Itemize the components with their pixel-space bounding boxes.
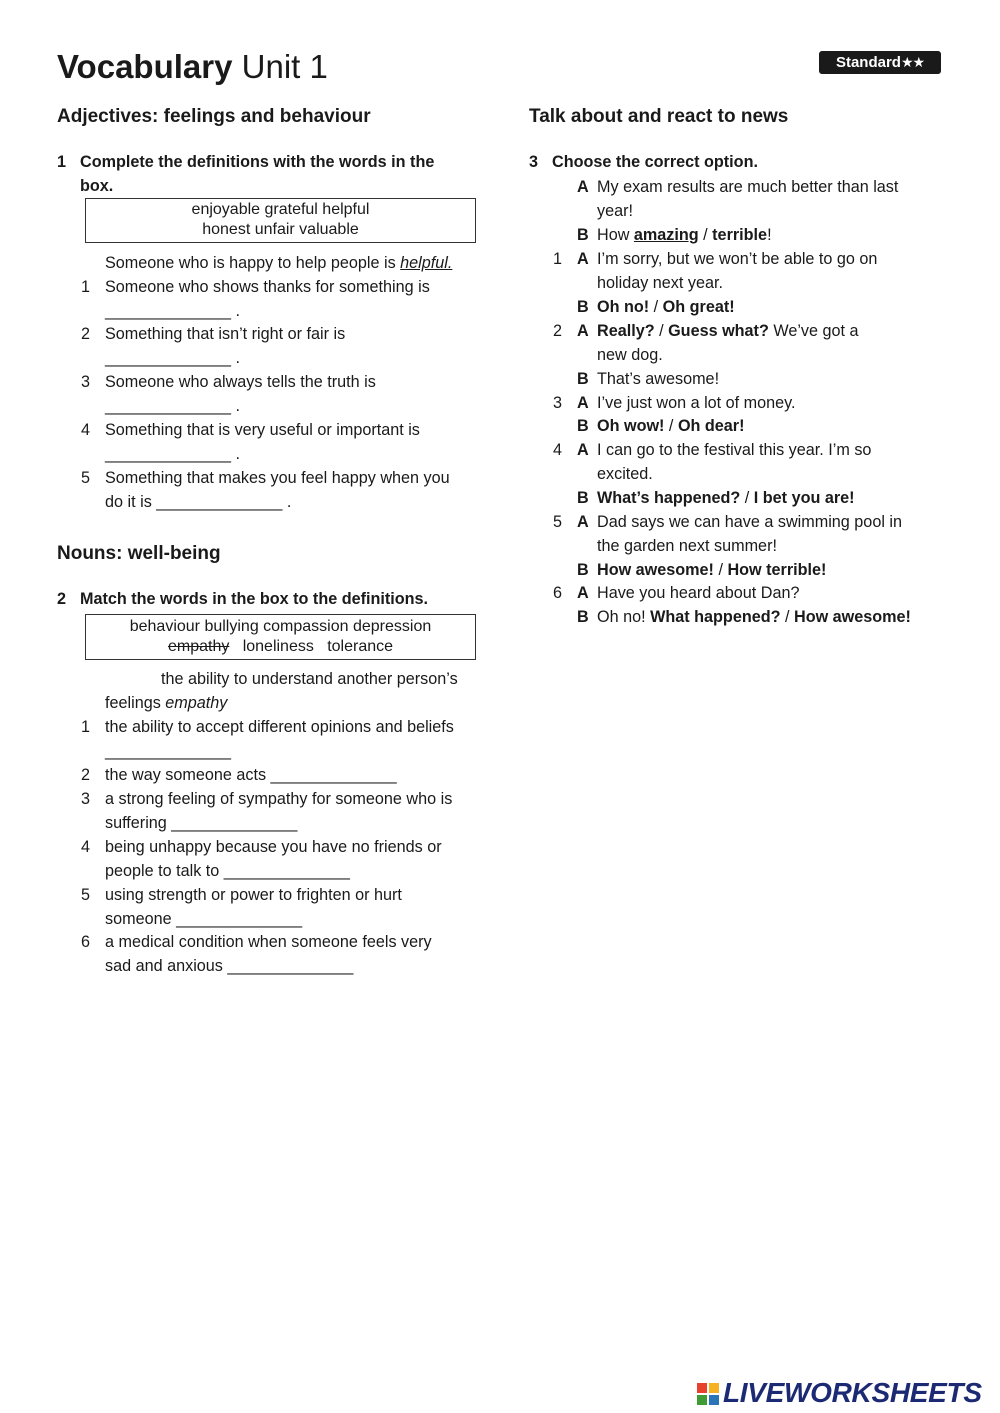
item-number: 1 (81, 718, 91, 736)
dialogue-text: We’ve got a (768, 322, 859, 340)
item-text: a medical condition when someone feels very (105, 933, 432, 951)
dialogue-options (597, 605, 911, 629)
badge-label: Standard (835, 54, 901, 71)
liveworksheets-logo-icon (696, 1382, 722, 1406)
dialogue-options (597, 558, 826, 582)
item-number: 3 (81, 373, 91, 391)
option-separator: / (780, 608, 794, 626)
option-2[interactable]: terrible (712, 226, 768, 244)
dialogue-text: My exam results are much better than last (597, 178, 899, 196)
question-number: 6 (553, 584, 563, 602)
option-2[interactable]: Guess what? (668, 322, 769, 340)
speaker-a-label: A (577, 178, 589, 196)
speaker-a-label: A (577, 394, 589, 412)
answer-blank[interactable]: someone ______________ (105, 910, 303, 928)
star-icon: ★★ (900, 54, 925, 70)
item-text: a strong feeling of sympathy for someone who is (105, 790, 453, 808)
section-heading-news: Talk about and react to news (529, 106, 789, 127)
speaker-b-label: B (577, 417, 589, 435)
dialogue-text: excited. (597, 465, 653, 483)
example-line (105, 691, 227, 715)
item-number: 3 (81, 790, 91, 808)
option-1[interactable]: Oh wow! (597, 417, 665, 435)
speaker-b-label: B (577, 298, 589, 316)
item-text: Something that isn’t right or fair is (105, 325, 346, 343)
dialogue-text: the garden next summer! (597, 537, 777, 555)
answer-blank[interactable]: ______________ . (105, 397, 241, 415)
dialogue-text: I’ve just won a lot of money. (597, 394, 796, 412)
word-box-line: honest unfair valuable (202, 221, 359, 238)
exercise-2-instruction (57, 587, 477, 611)
answer-blank[interactable]: suffering ______________ (105, 814, 298, 832)
dialogue-options (597, 414, 745, 438)
word-box-2 (85, 614, 476, 660)
answer-blank[interactable]: ______________ . (105, 445, 241, 463)
example-sentence (105, 251, 452, 275)
item-number: 6 (81, 933, 91, 951)
option-2[interactable]: I bet you are! (753, 489, 855, 507)
dialogue-text: How (597, 226, 634, 244)
answer-blank[interactable]: sad and anxious ______________ (105, 957, 354, 975)
word-box-rest: loneliness tolerance (229, 638, 394, 655)
struck-word: empathy (167, 638, 230, 655)
option-separator: / (654, 322, 669, 340)
speaker-a-label: A (577, 322, 589, 340)
section-heading-nouns: Nouns: well-being (57, 543, 221, 564)
dialogue-text: holiday next year. (597, 274, 723, 292)
question-number: 2 (553, 322, 563, 340)
instruction-text: Choose the correct option. (552, 153, 758, 171)
option-2[interactable]: How awesome! (794, 608, 911, 626)
title-bold: Vocabulary (57, 48, 233, 85)
item-number: 5 (81, 886, 91, 904)
answer-blank[interactable]: ______________ . (105, 349, 241, 367)
option-separator: / (664, 417, 678, 435)
speaker-a-label: A (577, 584, 589, 602)
exercise-number: 3 (529, 153, 539, 171)
word-box-line: enjoyable grateful helpful (191, 201, 370, 218)
example-text: feelings (105, 694, 166, 712)
option-1[interactable]: How awesome! (597, 561, 714, 579)
speaker-b-label: B (577, 370, 589, 388)
answer-blank[interactable]: people to talk to ______________ (105, 862, 350, 880)
speaker-a-label: A (577, 441, 589, 459)
item-number: 2 (81, 325, 91, 343)
dialogue-options (597, 486, 855, 510)
example-answer: helpful. (400, 254, 453, 272)
option-separator: / (740, 489, 754, 507)
dialogue-text: new dog. (597, 346, 663, 364)
item-number: 4 (81, 838, 91, 856)
option-2[interactable]: Oh dear! (677, 417, 745, 435)
item-number: 5 (81, 469, 91, 487)
question-number: 3 (553, 394, 563, 412)
exercise-1-instruction (57, 150, 477, 198)
question-number: 5 (553, 513, 563, 531)
option-1[interactable]: Oh no! (597, 298, 650, 316)
item-text: Someone who always tells the truth is (105, 373, 376, 391)
item-text: the ability to accept different opinions and beliefs (105, 718, 454, 736)
item-number: 1 (81, 278, 91, 296)
word-box-line: behaviour bullying compassion depression (129, 618, 432, 635)
item-number: 4 (81, 421, 91, 439)
brand-name: LIVEWORKSHEETS (723, 1377, 982, 1408)
speaker-b-label: B (577, 226, 589, 244)
dialogue-text: Have you heard about Dan? (597, 584, 800, 602)
dialogue-text: Dad says we can have a swimming pool in (597, 513, 903, 531)
speaker-b-label: B (577, 561, 589, 579)
item-text[interactable]: the way someone acts ______________ (105, 766, 397, 784)
exercise-3-instruction (529, 150, 929, 174)
example-line: the ability to understand another person’s (161, 670, 458, 688)
option-1[interactable]: Really? (597, 322, 655, 340)
item-text: Someone who shows thanks for something is (105, 278, 430, 296)
option-separator: / (713, 561, 728, 579)
instruction-text: Match the words in the box to the definitions. (80, 590, 429, 608)
item-text: being unhappy because you have no friends or (105, 838, 442, 856)
dialogue-text: I can go to the festival this year. I’m so (597, 441, 872, 459)
speaker-b-label: B (577, 489, 589, 507)
option-2[interactable]: How terrible! (727, 561, 827, 579)
question-number: 1 (553, 250, 563, 268)
speaker-b-label: B (577, 608, 589, 626)
exercise-number: 2 (57, 590, 67, 608)
answer-blank[interactable]: ______________ . (105, 302, 241, 320)
dialogue-text: Oh no! (597, 608, 651, 626)
option-1[interactable]: amazing (633, 226, 699, 244)
example-text: Someone who is happy to help people is (105, 254, 401, 272)
item-text: Something that makes you feel happy when you (105, 469, 450, 487)
dialogue-options (597, 223, 772, 247)
page-title (57, 44, 328, 90)
item-text: Something that is very useful or important is (105, 421, 420, 439)
option-1[interactable]: What happened? (650, 608, 781, 626)
dialogue-text: ! (767, 226, 772, 244)
dialogue-options (597, 295, 735, 319)
item-text: using strength or power to frighten or hurt (105, 886, 402, 904)
title-rest: Unit 1 (232, 48, 328, 85)
dialogue-text: year! (597, 202, 633, 220)
section-heading-adjectives: Adjectives: feelings and behaviour (57, 106, 371, 127)
option-separator: / (698, 226, 713, 244)
speaker-a-label: A (577, 250, 589, 268)
question-number: 4 (553, 441, 563, 459)
dialogue-text: That’s awesome! (597, 370, 720, 388)
answer-blank[interactable]: ______________ (105, 742, 232, 760)
answer-blank[interactable]: do it is ______________ . (105, 493, 292, 511)
dialogue-text: I’m sorry, but we won’t be able to go on (597, 250, 878, 268)
level-badge (819, 51, 941, 74)
option-1[interactable]: What’s happened? (597, 489, 741, 507)
item-number: 2 (81, 766, 91, 784)
speaker-a-label: A (577, 513, 589, 531)
word-box-1 (85, 198, 476, 243)
example-answer: empathy (165, 694, 228, 712)
exercise-number: 1 (57, 153, 67, 171)
dialogue-options (597, 319, 859, 343)
option-separator: / (649, 298, 663, 316)
word-box-line (86, 637, 475, 657)
instruction-text: Complete the definitions with the words in the box. (80, 153, 435, 195)
option-2[interactable]: Oh great! (662, 298, 735, 316)
